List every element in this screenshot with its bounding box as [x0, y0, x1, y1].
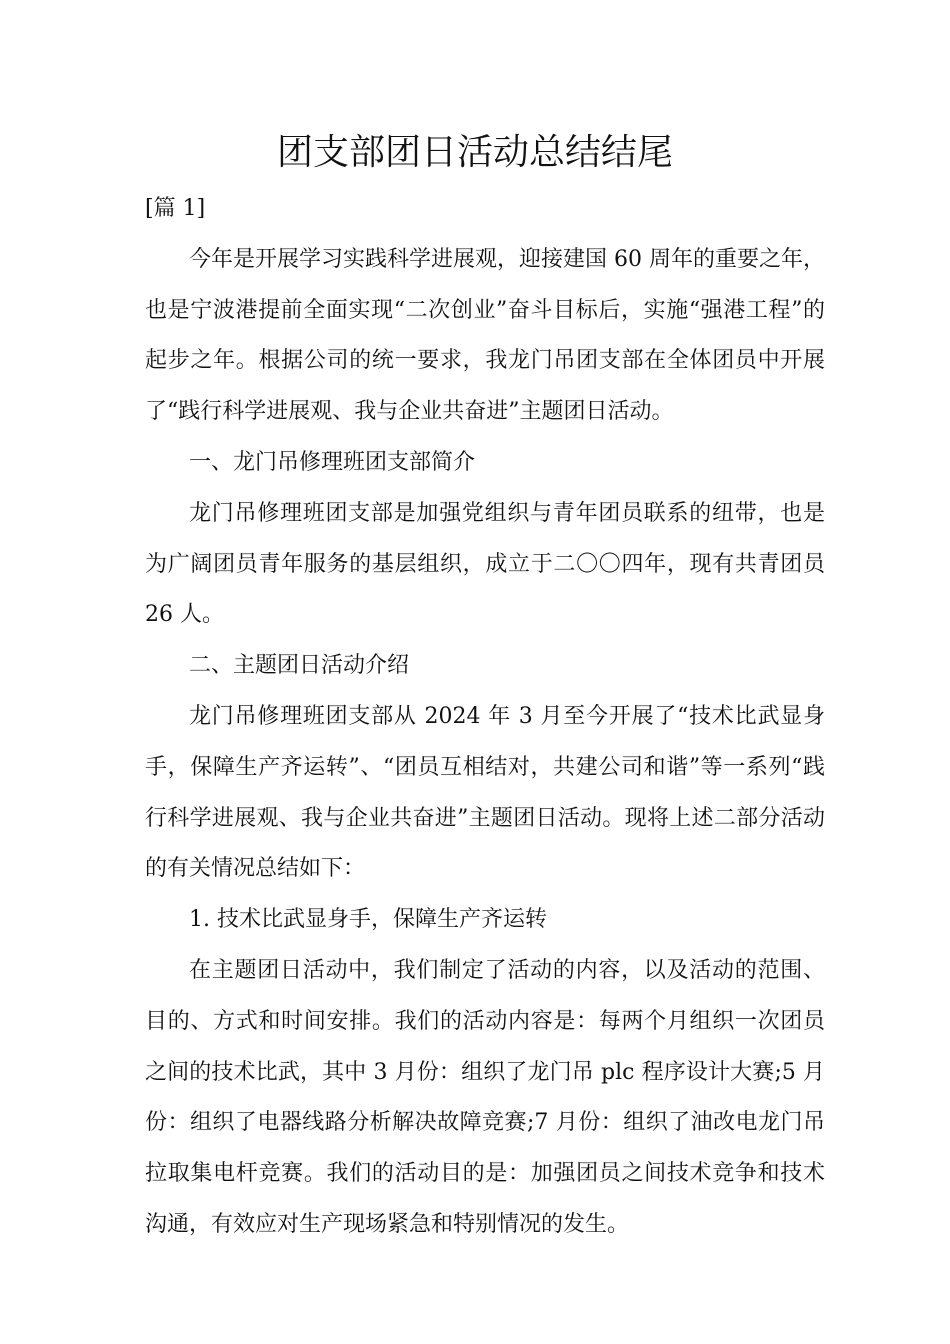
document-title: 团支部团日活动总结结尾 — [276, 132, 673, 173]
section-label: [篇 1] — [145, 196, 206, 221]
heading-branch-intro: 一、龙门吊修理班团支部简介 — [189, 449, 476, 475]
document-body — [145, 184, 825, 1251]
paragraph-tech-competition: 在主题团日活动中，我们制定了活动的内容，以及活动的范围、目的、方式和时间安排。我们的活动内容是：每两个月组织一次团员之间的技术比武，其中 3 月份：组织了龙门吊 plc 程序设计大赛;5 月份：组织了电器线路分析解决故障竞赛;7 月份：组织了油改电龙门吊拉取集电杆竞赛。我们的活动目的是：加强团员之间技术竞争和技术沟通，有效应对生产现场紧急和特别情况的发生。 — [145, 957, 825, 1237]
heading-tech-competition: 1. 技术比武显身手，保障生产齐运转 — [189, 907, 547, 933]
paragraph-activities: 龙门吊修理班团支部从 2024 年 3 月至今开展了“技术比武显身手，保障生产齐运转”、“团员互相结对，共建公司和谐”等一系列“践行科学进展观、我与企业共奋进”主题团日活动。现将上述二部分活动的有关情况总结如下： — [145, 703, 825, 882]
heading-activity-intro: 二、主题团日活动介绍 — [189, 653, 410, 679]
paragraph-branch: 龙门吊修理班团支部是加强党组织与青年团员联系的纽带，也是为广阔团员青年服务的基层组织，成立于二〇〇四年，现有共青团员 26 人。 — [145, 500, 825, 628]
paragraph-intro: 今年是开展学习实践科学进展观，迎接建国 60 周年的重要之年，也是宁波港提前全面实现“二次创业”奋斗目标后，实施“强港工程”的起步之年。根据公司的统一要求，我龙门吊团支部在全体团员中开展了“践行科学进展观、我与企业共奋进”主题团日活动。 — [145, 246, 825, 425]
